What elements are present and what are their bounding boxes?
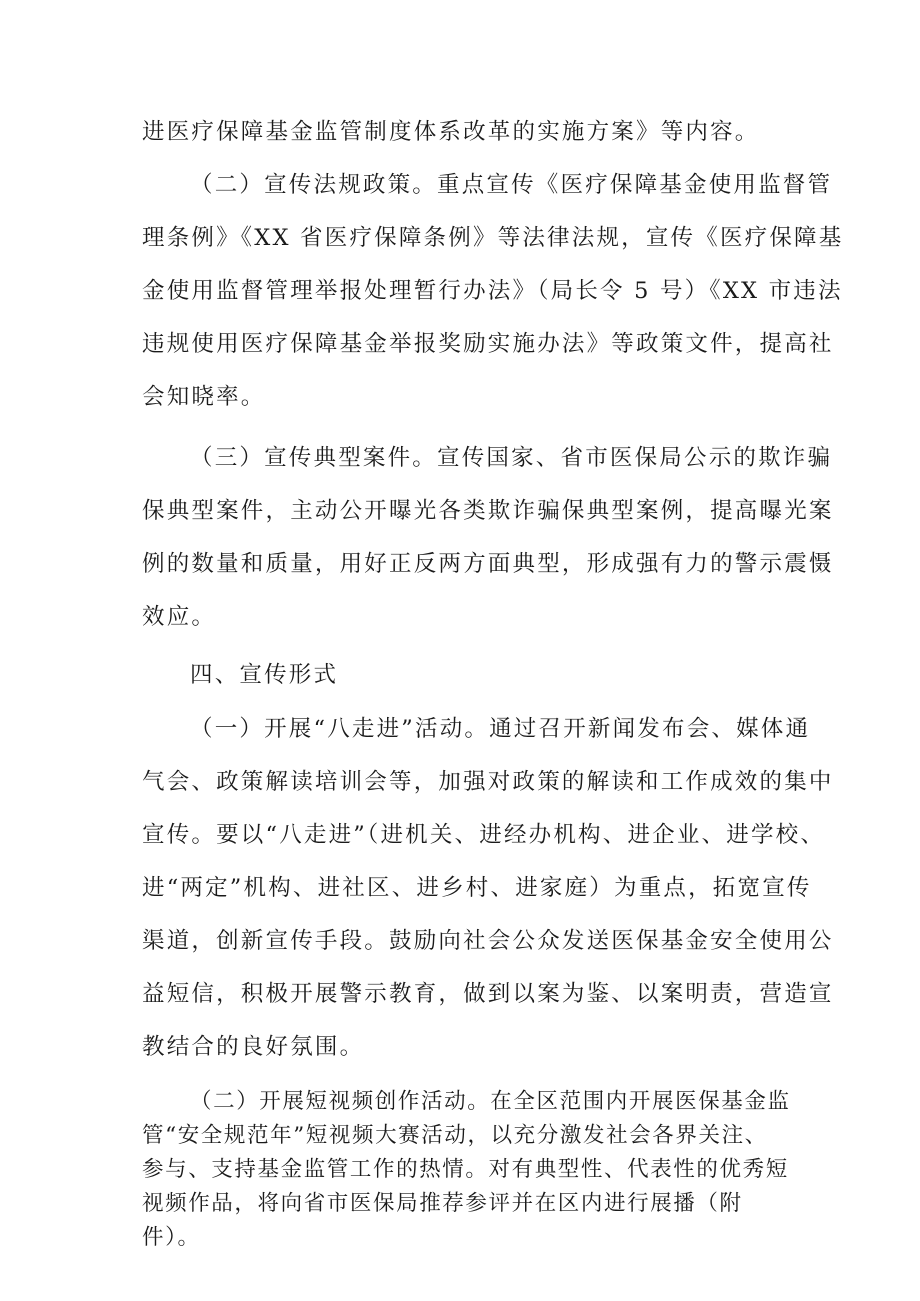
body-text-line: 金使用监督管理举报处理暂行办法》（局长令 5 号）《XX 市违法 — [142, 278, 843, 304]
body-text-line: 违规使用医疗保障基金举报奖励实施办法》等政策文件，提高社 — [142, 331, 834, 357]
body-text-line: 件）。 — [142, 1225, 201, 1250]
body-text-line: （二）开展短视频创作活动。在全区范围内开展医保基金监 — [190, 1089, 791, 1114]
body-text-line: 参与、支持基金监管工作的热情。对有典型性、代表性的优秀短 — [142, 1157, 789, 1182]
body-text-line: 宣传。要以“八走进”（进机关、进经办机构、进企业、进学校、 — [142, 822, 826, 848]
body-text-line: （一）开展“八走进”活动。通过召开新闻发布会、媒体通 — [190, 716, 811, 742]
body-text-line: （二）宣传法规政策。重点宣传《医疗保障基金使用监督管 — [190, 172, 833, 198]
section-heading: 四、宣传形式 — [190, 662, 339, 688]
body-text-line: 例的数量和质量，用好正反两方面典型，形成强有力的警示震慑 — [142, 551, 834, 577]
body-text-line: 理条例》《XX 省医疗保障条例》等法律法规，宣传《医疗保障基 — [142, 225, 844, 251]
body-text-line: 教结合的良好氛围。 — [142, 1034, 365, 1060]
body-text-line: 气会、政策解读培训会等，加强对政策的解读和工作成效的集中 — [142, 769, 834, 795]
body-text-line: 视频作品，将向省市医保局推荐参评并在区内进行展播（附 — [142, 1191, 743, 1216]
body-text-line: 渠道，创新宣传手段。鼓励向社会公众发送医保基金安全使用公 — [142, 928, 834, 954]
body-text-line: （三）宣传典型案件。宣传国家、省市医保局公示的欺诈骗 — [190, 445, 833, 471]
body-text-line: 会知晓率。 — [142, 384, 266, 410]
body-text-line: 保典型案件，主动公开曝光各类欺诈骗保典型案例，提高曝光案 — [142, 498, 834, 524]
body-text-line: 益短信，积极开展警示教育，做到以案为鉴、以案明责，营造宣 — [142, 981, 834, 1007]
body-text-line: 进“两定”机构、进社区、进乡村、进家庭）为重点，拓宽宣传 — [142, 875, 812, 901]
body-text-line: 进医疗保障基金监管制度体系改革的实施方案》等内容。 — [142, 119, 760, 145]
body-text-line: 效应。 — [142, 604, 217, 630]
body-text-line: 管“安全规范年”短视频大赛活动，以充分激发社会各界关注、 — [142, 1123, 768, 1148]
